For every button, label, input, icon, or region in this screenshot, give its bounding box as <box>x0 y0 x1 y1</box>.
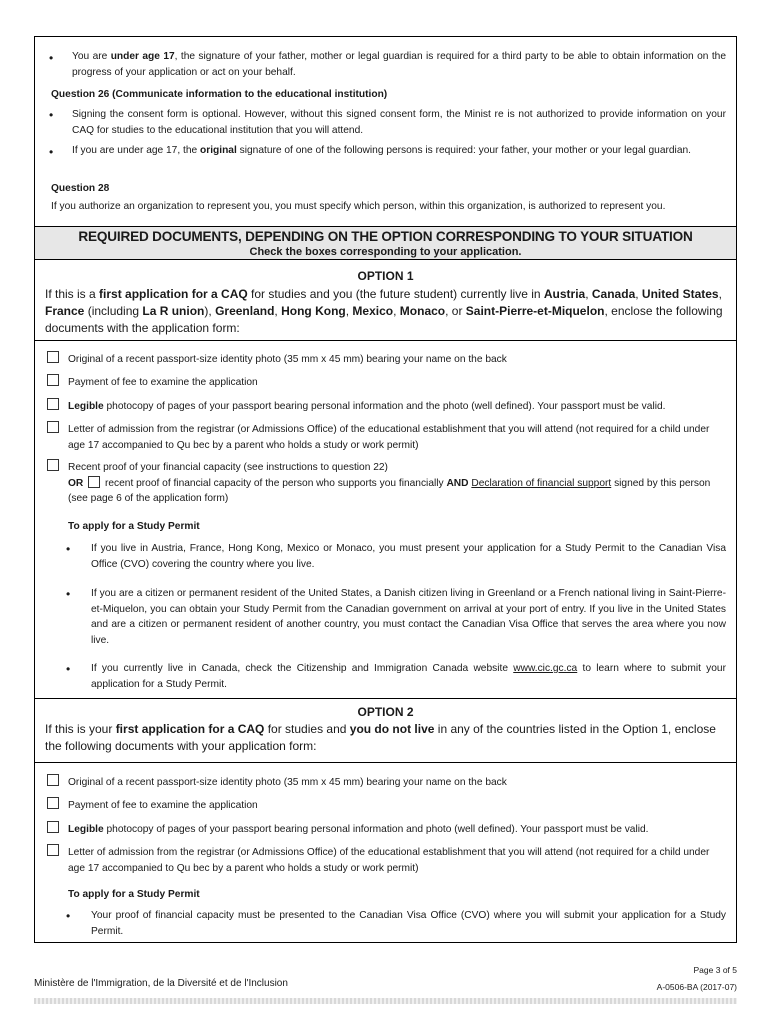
opt1-financial-label: Recent proof of your financial capacity (see instructions to question 22) OR recent proof of financial capacity of the person who supports you financially AND Declaration of financial support signed by this person (see page 6 of the application form) <box>68 462 711 504</box>
opt1-permit-b1: If you live in Austria, France, Hong Kong, Mexico or Monaco, you must present your application for a Study Permit to the Canadian Visa Office (CVO) covering the country where you live. <box>91 543 726 570</box>
q28-text: If you authorize an organization to represent you, you must specify which person, within this organization, is authorized to represent you. <box>51 201 666 212</box>
bullet: • <box>49 145 54 159</box>
section-title: REQUIRED DOCUMENTS, DEPENDING ON THE OPTION CORRESPONDING TO YOUR SITUATION <box>78 229 693 244</box>
bullet: • <box>66 587 71 601</box>
bullet: • <box>66 909 71 923</box>
divider <box>35 762 736 763</box>
option-1-intro: If this is a first application for a CAQ for studies and you (the future student) currently live in Austria, Canada, United States, France (including La R union), Greenland, Hong Kong, Mexico, Monaco, or Saint-Pierre-et-Miquelon, enclose the following documents with the application form: <box>45 287 723 335</box>
bottom-stripe <box>34 998 737 1004</box>
ministry-name: Ministère de l'Immigration, de la Diversité et de l'Inclusion <box>34 978 288 989</box>
opt1-fee-label: Payment of fee to examine the application <box>68 377 258 388</box>
checkbox-opt1-photo[interactable] <box>47 351 59 363</box>
checkbox-opt1-fee[interactable] <box>47 374 59 386</box>
q26-consent-text: Signing the consent form is optional. However, without this signed consent form, the Minist re is not authorized to provide information on your CAQ for studies to the educational institution that you will attend. <box>72 109 726 136</box>
option-1-title: OPTION 1 <box>357 269 414 283</box>
option-2-title: OPTION 2 <box>357 705 414 719</box>
opt1-permit-b3: If you currently live in Canada, check the Citizenship and Immigration Canada website www.cic.gc.ca to learn where to submit your application for a Study Permit. <box>91 663 726 690</box>
opt1-permit-b2: If you are a citizen or permanent resident of the United States, a Danish citizen living in Greenland or a French national living in Saint-Pierre-et-Miquelon, you can obtain your Study Permit from the Canadian government on arrival at your port of entry. If you live in the United States and are a citizen or permanent resident of another country, you must contact the Canadian Visa Office that serves the area where you now live. <box>91 588 726 646</box>
opt1-letter-label: Letter of admission from the registrar (or Admissions Office) of the educational establishment that you will attend (not required for a child under age 17 accompanied to Qu bec by a parent who holds a study or work permit) <box>68 424 710 451</box>
checkbox-opt2-fee[interactable] <box>47 797 59 809</box>
divider <box>35 340 736 341</box>
q26-signature-text: If you are under age 17, the original signature of one of the following persons is required: your father, your mother or your legal guardian. <box>72 145 691 156</box>
section-header <box>35 226 736 260</box>
opt2-photo-label: Original of a recent passport-size identity photo (35 mm x 45 mm) bearing your name on the back <box>68 777 507 788</box>
cic-website-link[interactable]: www.cic.gc.ca <box>513 663 578 674</box>
opt2-fee-label: Payment of fee to examine the application <box>68 800 258 811</box>
bullet: • <box>66 542 71 556</box>
question-28-heading: Question 28 <box>51 183 110 194</box>
under17-bullet-text: You are under age 17, the signature of your father, mother or legal guardian is required for a third party to be able to obtain information on the progress of your application or act on your behalf. <box>72 51 726 78</box>
checkbox-opt1-passport[interactable] <box>47 398 59 410</box>
divider <box>35 698 736 699</box>
opt2-permit-heading: To apply for a Study Permit <box>68 889 200 900</box>
question-26-heading: Question 26 (Communicate information to the educational institution) <box>51 89 388 100</box>
checkbox-opt1-financial[interactable] <box>47 459 59 471</box>
checkbox-opt1-letter[interactable] <box>47 421 59 433</box>
declaration-financial-support-link[interactable]: Declaration of financial support <box>471 477 612 489</box>
page-number: Page 3 of 5 <box>693 965 737 975</box>
opt1-photo-label: Original of a recent passport-size identity photo (35 mm x 45 mm) bearing your name on the back <box>68 354 507 365</box>
checkbox-opt2-letter[interactable] <box>47 844 59 856</box>
form-code: A-0506-BA (2017-07) <box>656 982 737 992</box>
section-subtitle: Check the boxes corresponding to your application. <box>249 246 522 258</box>
form-page-frame <box>34 36 737 943</box>
bullet: • <box>49 108 54 122</box>
bullet: • <box>49 51 54 65</box>
bullet: • <box>66 662 71 676</box>
opt2-permit-b1: Your proof of financial capacity must be presented to the Canadian Visa Office (CVO) where you will submit your application for a Study Permit. <box>91 910 726 937</box>
checkbox-opt2-photo[interactable] <box>47 774 59 786</box>
opt1-permit-heading: To apply for a Study Permit <box>68 521 200 532</box>
checkbox-opt2-passport[interactable] <box>47 821 59 833</box>
opt1-passport-label: Legible photocopy of pages of your passport bearing personal information and the photo (well defined). Your passport must be valid. <box>68 401 666 412</box>
checkbox-opt1-financial-alt[interactable] <box>88 476 100 488</box>
opt2-passport-label: Legible photocopy of pages of your passport bearing personal information and photo (well defined). Your passport must be valid. <box>68 824 649 835</box>
opt2-letter-label: Letter of admission from the registrar (or Admissions Office) of the educational establishment that you will attend (not required for a child under age 17 accompanied to Qu bec by a parent who holds a study or work permit) <box>68 847 710 874</box>
option-2-intro: If this is your first application for a CAQ for studies and you do not live in any of the countries listed in the Option 1, enclose the following documents with your application form: <box>45 722 716 753</box>
